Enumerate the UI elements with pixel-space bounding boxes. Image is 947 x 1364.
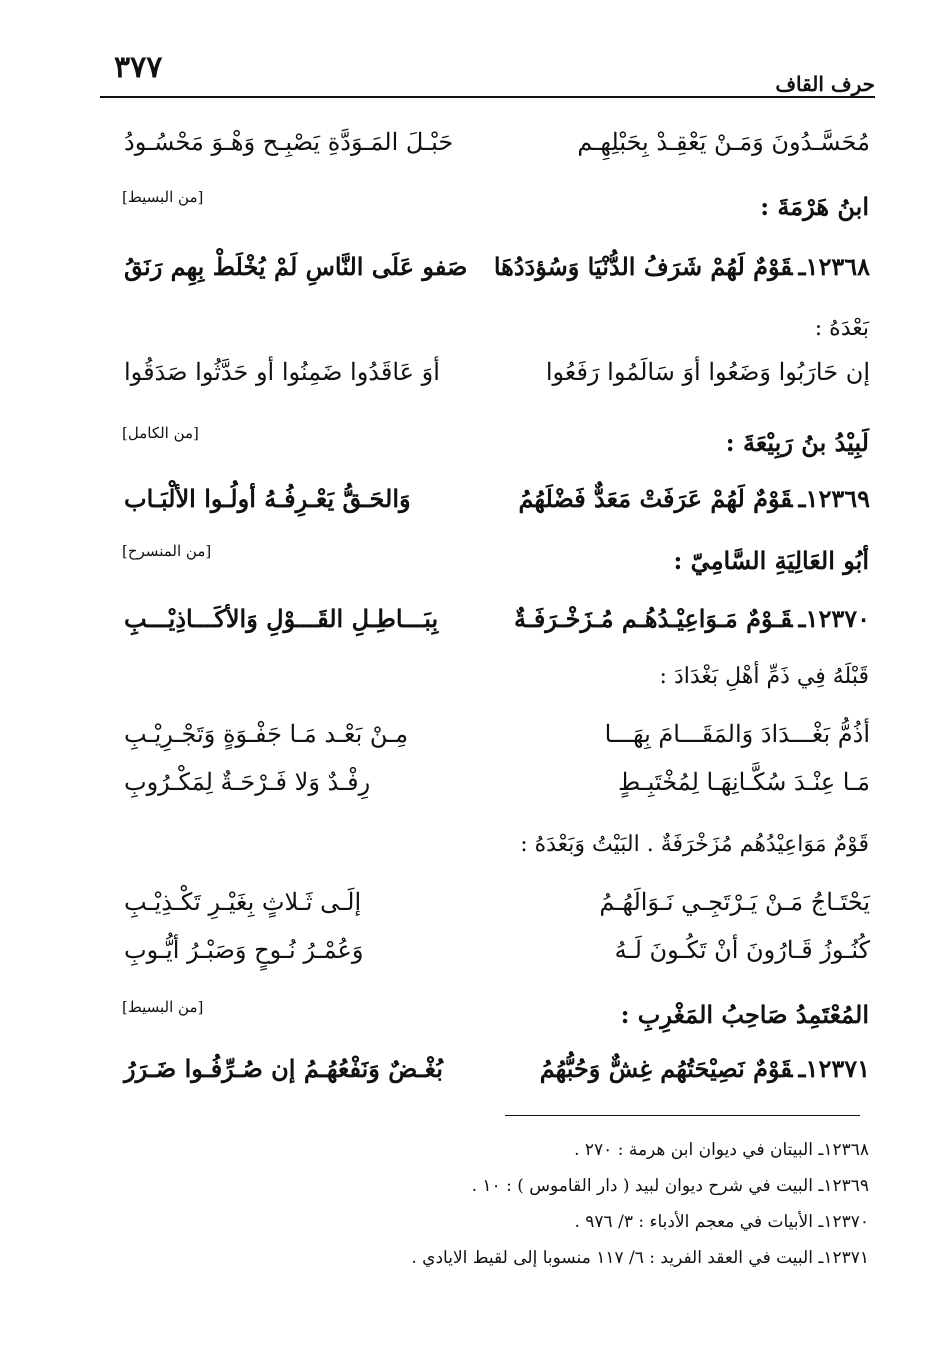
verse-number: ١٢٣٧٠ـ — [798, 604, 870, 633]
verse-line-12370 — [110, 604, 870, 644]
header-divider — [100, 96, 875, 98]
verse-number: ١٢٣٦٩ـ — [798, 484, 870, 513]
verse-line — [110, 768, 870, 808]
poet-heading: المُعْتَمِدُ صَاحِبُ المَغْرِبِ : — [620, 1000, 869, 1029]
verse-second-hemistich: بُغْـضٌ وَنَفْعُهُـمُ إن صُـرِّفُـوا ضَـرَرُ — [124, 1054, 443, 1083]
verse-second-hemistich: أوَ عَاقَدُوا ضَمِنُوا أو حَدَّثُوا صَدَقُوا — [124, 358, 440, 386]
verse-second-hemistich: بِبَـــاطِـلِ القَـــوْلِ وَالأكَـــاذِيْـــبِ — [124, 604, 439, 633]
footnote: ١٢٣٦٩ـ البيت في شرح ديوان لبيد ( دار القاموس ) : ١٠ . — [471, 1176, 869, 1196]
verse-line — [110, 888, 870, 928]
verse-first-hemistich: يَحْتَـاجُ مَـنْ يَـرْتَجِـي نَـوَالَهُـمُ — [599, 888, 870, 916]
verse-first-hemistich: ١٢٣٦٩ـقَوْمٌ لَهُمْ عَرَفَتْ مَعَدٌّ فَضْلَهُمُ — [518, 484, 870, 513]
verse-line-12371 — [110, 1054, 870, 1094]
page-number: ٣٧٧ — [114, 50, 163, 85]
verse-second-hemistich: وَعُمْـرُ نُـوحٍ وَصَبْـرُ أيُّـوبِ — [124, 936, 364, 964]
meter-label: [من البسيط] — [122, 998, 204, 1016]
footnote: ١٢٣٦٨ـ البيتان في ديوان ابن هرمة : ٢٧٠ . — [574, 1140, 869, 1160]
footnote-divider — [505, 1115, 860, 1116]
verse-second-hemistich: مِـنْ بَعْـد مَـا جَفْـوَةٍ وَتَجْـرِيْـبِ — [124, 720, 409, 748]
footnote: ١٢٣٧٠ـ الأبيات في معجم الأدباء : ٣/ ٩٧٦ . — [574, 1212, 869, 1232]
poet-heading: ابنُ هَرْمَةَ : — [760, 192, 869, 221]
chapter-title: حرف القاف — [775, 72, 875, 96]
verse-line — [110, 128, 870, 168]
verse-first-hemistich: إن حَارَبُوا وَضَعُوا أوَ سَالَمُوا رَفَعُوا — [545, 358, 870, 386]
meter-label: [من البسيط] — [122, 188, 204, 206]
verse-first-hemistich: كُنُـوزُ قَـارُونَ أنْ تَكُـونَ لَـهُ — [614, 936, 870, 964]
verse-first-hemistich: ١٢٣٦٨ـقَوْمٌ لَهُمْ شَرَفُ الدُّنْيَا وَسُؤدَدُهَا — [493, 252, 870, 281]
footnote: ١٢٣٧١ـ البيت في العقد الفريد : ٦/ ١١٧ منسوبا إلى لقيط الايادي . — [411, 1248, 869, 1268]
verse-first-hemistich: ١٢٣٧١ـقَوْمٌ نَصِيْحَتُهُم غِشٌّ وَحُبُّهُمُ — [539, 1054, 870, 1083]
verse-number: ١٢٣٦٨ـ — [798, 252, 870, 281]
verse-line-12369 — [110, 484, 870, 524]
verse-first-hemistich: مَـا عِنْـدَ سُكَّـانِهَـا لِمُخْتَبِـطٍ — [617, 768, 870, 796]
section-label: قَوْمٌ مَوَاعِيْدُهُم مُزَخْرَفَةٌ . البَيْتُ وَبَعْدَهُ : — [520, 832, 869, 857]
verse-line — [110, 720, 870, 760]
verse-line — [110, 936, 870, 976]
meter-label: [من المنسرح] — [122, 542, 212, 560]
section-label: بَعْدَهُ : — [814, 316, 869, 341]
verse-number: ١٢٣٧١ـ — [798, 1054, 870, 1083]
verse-line — [110, 358, 870, 398]
verse-line-12368 — [110, 252, 870, 292]
poet-heading: لَبِيْدُ بنُ رَبِيْعَةَ : — [725, 428, 869, 457]
verse-second-hemistich: حَبْـلَ المَـوَدَّةِ يَصْبِـح وَهْـوَ مَحْسُـودُ — [124, 128, 454, 156]
poet-heading: أبُو العَالِيَةِ السَّامِيّ : — [673, 546, 869, 575]
verse-first-hemistich: مُحَسَّـدُونَ وَمَـنْ يَعْقِـدْ بِحَبْلِهِـم — [577, 128, 870, 156]
verse-first-hemistich: أذُمُّ بَغْـــدَادَ وَالمَقَـــامَ بِهَـــا — [604, 720, 870, 748]
meter-label: [من الكامل] — [122, 424, 199, 442]
verse-first-hemistich: ١٢٣٧٠ـقَـوْمٌ مَـوَاعِيْـدُهُـم مُـزَخْـرَفَـةٌ — [513, 604, 870, 633]
verse-second-hemistich: إلَـى ثَـلاثٍ بِغَيْـرِ تَكْـذِيْـبِ — [124, 888, 362, 916]
page-header — [100, 42, 875, 98]
verse-second-hemistich: صَفو عَلَى النَّاسِ لَمْ يُخْلَطْ بِهِم رَنَقُ — [124, 252, 468, 281]
verse-second-hemistich: رِفْـدٌ وَلا فَـرْحَـةٌ لِمَكْـرُوبِ — [124, 768, 371, 796]
section-label: قَبْلَهُ فِي ذَمِّ أهْلِ بَغْدَادَ : — [659, 664, 869, 689]
verse-second-hemistich: وَالحَـقُّ يَعْـرِفُـهُ أولُـوا الألْبَـاب — [124, 484, 411, 513]
